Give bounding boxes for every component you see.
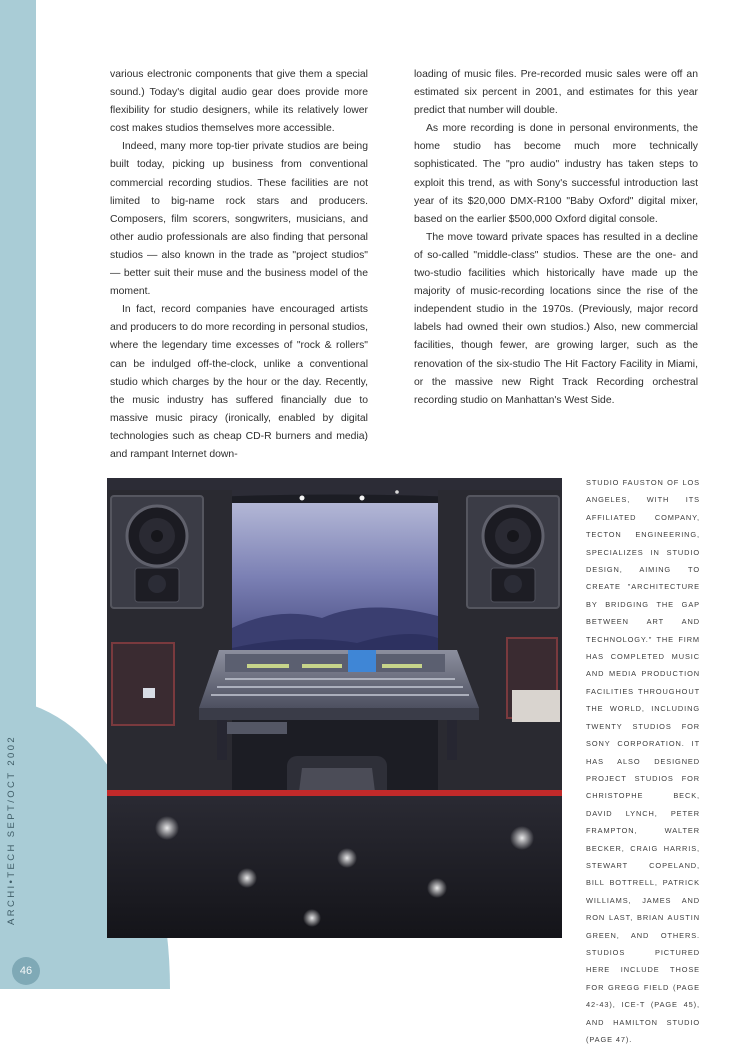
paragraph: loading of music files. Pre-recorded music sales were off an estimated six percent in 2001, and estimates for this year predict that number will double.: [414, 69, 698, 117]
photo-caption: STUDIO FAUSTON OF LOS ANGELES, WITH ITS AFFILIATED COMPANY, TECTON ENGINEERING, SPECIALIZES IN STUDIO DESIGN, AIMING TO CREATE "ARCHITECTURE BY BRIDGING THE GAP BETWEEN ART AND TECHNOLOGY." THE FIRM HAS COMPLETED MUSIC AND MEDIA PRODUCTION FACILITIES THROUGHOUT THE WORLD, INCLUDING TWENTY STUDIOS FOR SONY CORPORATION. IT HAS ALSO DESIGNED PROJECT STUDIOS FOR CHRISTOPHE BECK, DAVID LYNCH, PETER FRAMPTON, WALTER BECKER, CRAIG HARRIS, STEWART COPELAND, BILL BOTTRELL, PATRICK WILLIAMS, JAMES AND RON LAST, BRIAN AUSTIN GREEN, AND OTHERS. STUDIOS PICTURED HERE INCLUDE THOSE FOR GREGG FIELD (PAGE 42-43), ICE-T (PAGE 45), AND HAMILTON STUDIO (PAGE 47).: [586, 478, 700, 1044]
studio-photo: [107, 478, 562, 938]
paragraph: As more recording is done in personal environments, the home studio has become much more technically sophisticated. The "pro audio" industry has taken steps to exploit this trend, as with Sony's successful introduction last year of its $20,000 DMX-R100 "Baby Oxford" digital mixer, based on the earlier $500,000 Oxford digital console.: [414, 123, 698, 225]
paragraph: Indeed, many more top-tier private studios are being built today, picking up business from conventional commercial recording studios. These facilities are not limited to big-name rock stars and producers. Composers, film scorers, songwriters, musicians, and other audio professionals are also finding that personal studios — also known in the trade as "project studios" — better suit their muse and the business model of the moment.: [110, 141, 368, 298]
page-number: 46: [12, 957, 40, 985]
article-left-column: [110, 66, 368, 464]
paragraph: In fact, record companies have encouraged artists and producers to do more recording in personal studios, where the legendary time excesses of "rock & rollers" can be indulged off-the-clock, unlike a conventional studio which charges by the hour or the day. Recently, the music industry has suffered financially due to massive music piracy (ironically, enabled by digital technologies such as cheap CD-R burners and media) and rampant Internet down-: [110, 304, 368, 460]
paragraph: The move toward private spaces has resulted in a decline of so-called "middle-class" studios. These are the one- and two-studio facilities which historically have made up the majority of music-recording locations since the rise of the independent studio in the 1970s. (Previously, major record labels had owned their own studios.) Also, new commercial facilities, though fewer, are growing larger, such as the renovation of the six-studio The Hit Factory Facility in Miami, or the massive new Right Track Recording orchestral recording studio on Manhattan's West Side.: [414, 231, 698, 406]
running-footer-credit: ARCHI•TECH SEPT/OCT 2002: [6, 734, 17, 926]
paragraph: various electronic components that give them a special sound.) Today's digital audio gear does provide more flexibility for studio designers, while its relatively lower cost makes studios themselves more accessible.: [110, 69, 368, 135]
article-right-column: [414, 66, 698, 410]
